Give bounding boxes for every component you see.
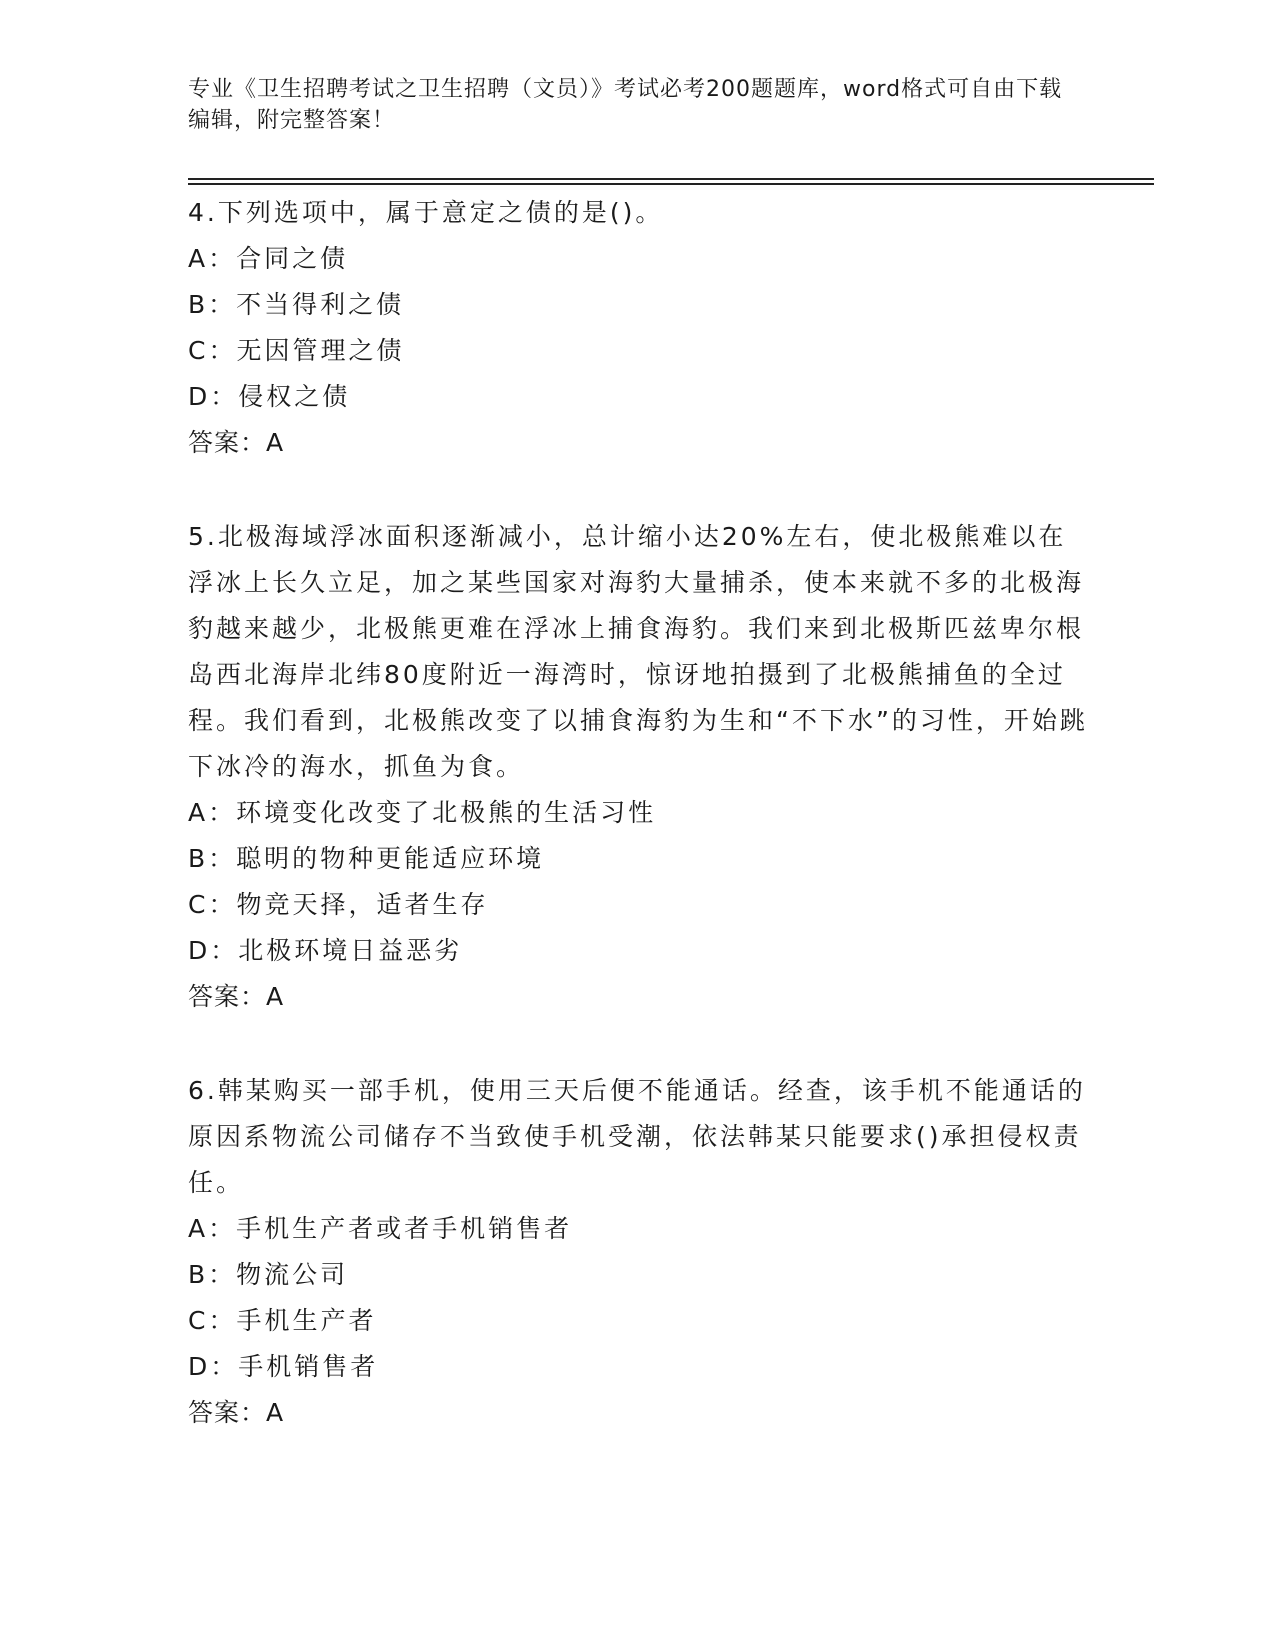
answer-line: 答案：A (188, 982, 285, 1011)
question-text: 4.下列选项中，属于意定之债的是()。 (188, 198, 664, 227)
question-item (188, 1068, 1088, 1436)
answer-line: 答案：A (188, 1398, 285, 1427)
header-rule-bottom (188, 183, 1154, 185)
option-a: A：环境变化改变了北极熊的生活习性 (188, 798, 657, 827)
question-list (188, 190, 1088, 1484)
document-header: 专业《卫生招聘考试之卫生招聘（文员）》考试必考200题题库，word格式可自由下载编辑，附完整答案！ (188, 77, 1063, 133)
answer-line: 答案：A (188, 428, 285, 457)
question-item (188, 190, 1088, 466)
option-c: C：手机生产者 (188, 1306, 377, 1335)
question-text: 6.韩某购买一部手机，使用三天后便不能通话。经查，该手机不能通话的原因系物流公司储存不当致使手机受潮，依法韩某只能要求()承担侵权责任。 (188, 1076, 1086, 1197)
option-a: A：手机生产者或者手机销售者 (188, 1214, 573, 1243)
option-c: C：物竞天择，适者生存 (188, 890, 489, 919)
option-c: C：无因管理之债 (188, 336, 405, 365)
option-d: D：侵权之债 (188, 382, 351, 411)
question-text: 5.北极海域浮冰面积逐渐减小，总计缩小达20%左右，使北极熊难以在浮冰上长久立足，加之某些国家对海豹大量捕杀，使本来就不多的北极海豹越来越少，北极熊更难在浮冰上捕食海豹。我们来到北极斯匹兹卑尔根岛西北海岸北纬80度附近一海湾时，惊讶地拍摄到了北极熊捕鱼的全过程。我们看到，北极熊改变了以捕食海豹为生和“不下水”的习性，开始跳下冰冷的海水，抓鱼为食。 (188, 522, 1088, 781)
option-d: D：北极环境日益恶劣 (188, 936, 463, 965)
option-a: A：合同之债 (188, 244, 349, 273)
header-rule-top (188, 178, 1154, 180)
option-b: B：聪明的物种更能适应环境 (188, 844, 545, 873)
option-d: D：手机销售者 (188, 1352, 379, 1381)
option-b: B：不当得利之债 (188, 290, 405, 319)
option-b: B：物流公司 (188, 1260, 349, 1289)
question-item (188, 514, 1088, 1020)
